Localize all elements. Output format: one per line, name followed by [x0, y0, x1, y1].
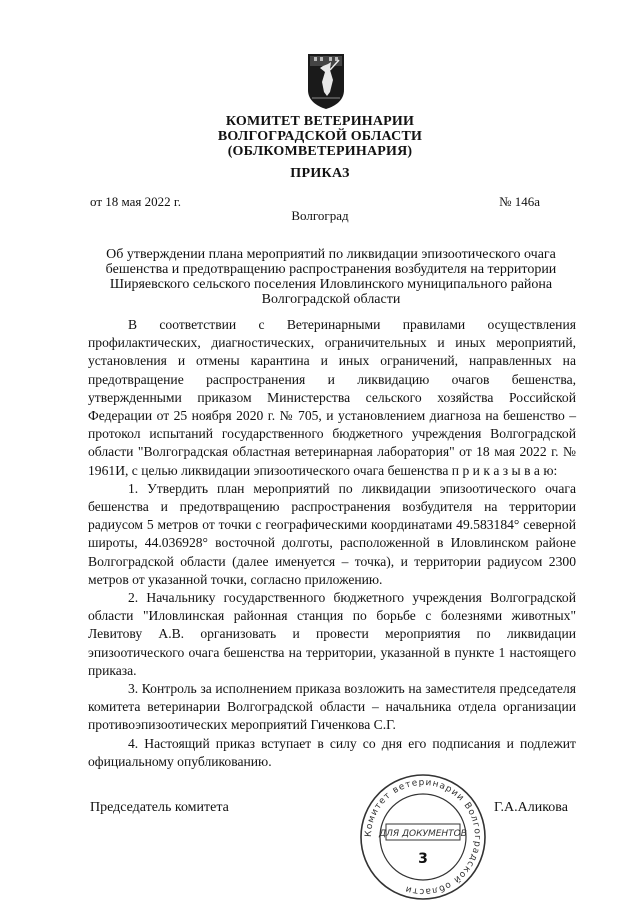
item-2-paragraph: 2. Начальнику государственного бюджетного учреждения Волгоградской области "Иловлинская районная станция по борьбе с болезнями животных" Левитову А.В. организовать и провести мероприятия по ликвидации эпизоотического очага бешенства на территории, указанной в пункте 1 настоящего приказа. [88, 590, 576, 678]
document-subject: Об утверждении плана мероприятий по ликвидации эпизоотического очага бешенства и предотвращению распространения возбудителя на территории Ширяевского сельского поселения Иловлинского муниципального района Волгоградской области [105, 247, 557, 307]
signatory-position: Председатель комитета [90, 800, 229, 815]
org-name-line1: КОМИТЕТ ВЕТЕРИНАРИИ [225, 114, 415, 129]
item-3-paragraph: 3. Контроль за исполнением приказа возложить на заместителя председателя комитета ветеринарии Волгоградской области – начальника отдела организации противоэпизоотических мероприятий Гиченкова С.Г. [88, 681, 576, 733]
volgograd-coat-of-arms-icon [306, 52, 346, 110]
official-stamp-icon [358, 770, 488, 905]
stamp-center-text: ДЛЯ ДОКУМЕНТОВ [379, 829, 467, 839]
item-4-paragraph: 4. Настоящий приказ вступает в силу со дня его подписания и подлежит официальному опубликованию. [88, 735, 576, 769]
stamp-number: 3 [418, 851, 428, 867]
document-date: от 18 мая 2022 г. [90, 194, 182, 209]
document-body [88, 316, 576, 771]
intro-paragraph: В соответствии с Ветеринарными правилами осуществления профилактических, диагностических, ограничительных и иных мероприятий, установления и отмены карантина и иных ограничений, направленных на предотвращение распространения и ликвидацию очагов бешенства, утвержденными приказом Министерства сельского хозяйства Российской Федерации от 25 ноября 2020 г. № 705, и установлением диагноза на бешенство – протокол испытаний государственного бюджетного учреждения Волгоградской области "Волгоградская областная ветеринарная лаборатория" от 18 мая 2022 г. № 1961И, с целью ликвидации эпизоотического очага бешенства п р и к а з ы в а ю: [88, 317, 576, 478]
signatory-name: Г.А.Аликова [494, 800, 568, 815]
document-number: № 146а [499, 194, 540, 209]
item-1-paragraph: 1. Утвердить план мероприятий по ликвидации эпизоотического очага бешенства и предотвращению распространения возбудителя на территории радиусом 5 метров от точки с географическими координатами 49.583184° северной широты, 44.036928° восточной долготы, расположенной в Иловлинском районе Волгоградской области (далее именуется – точка), и территории радиусом 2300 метров от указанной точки, согласно приложению. [88, 480, 576, 587]
stamp-ring-text: Комитет ветеринарии Волгоградской области [363, 777, 483, 897]
org-name-line3: (ОБЛКОМВЕТЕРИНАРИЯ) [227, 144, 413, 159]
document-city: Волгоград [291, 208, 349, 223]
org-name-line2: ВОЛГОГРАДСКОЙ ОБЛАСТИ [217, 129, 423, 144]
document-type: ПРИКАЗ [290, 166, 350, 181]
